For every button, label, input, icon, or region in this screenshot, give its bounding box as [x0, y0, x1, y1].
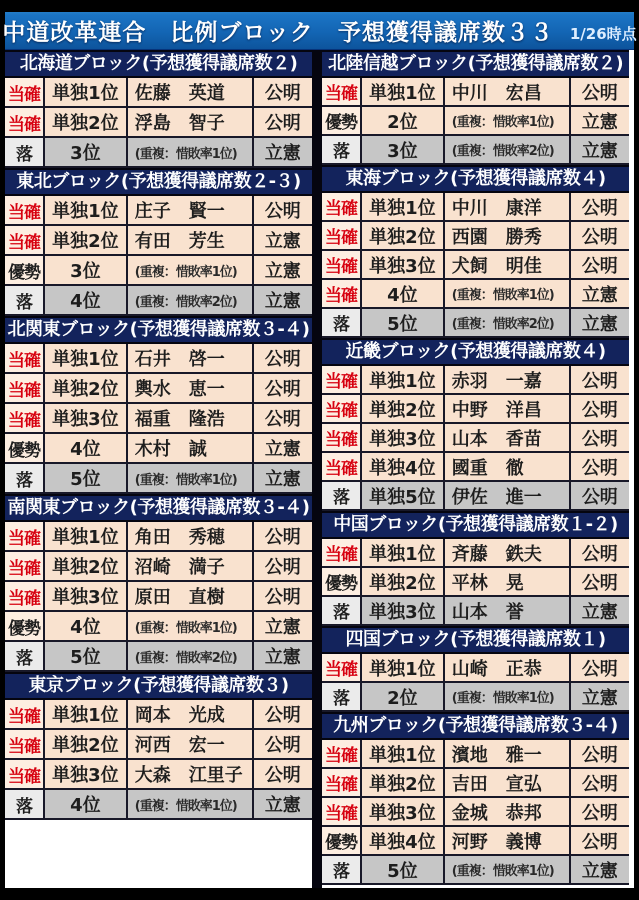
bottom-letterbox: [0, 888, 639, 900]
status-badge: 当確: [322, 251, 362, 278]
list-position: 4位: [45, 434, 128, 462]
list-position: 単独3位: [362, 424, 445, 451]
party-label: 立憲: [571, 136, 629, 163]
candidate-row: [5, 138, 312, 168]
candidate-row: [5, 256, 312, 286]
list-position: 4位: [45, 286, 128, 314]
list-position: 単独2位: [362, 222, 445, 249]
status-badge: 落: [322, 856, 362, 883]
block-title: 四国ブロック(予想獲得議席数１): [322, 626, 629, 654]
candidate-row: [322, 193, 629, 222]
block-rows: [5, 344, 312, 494]
candidate-row: [322, 683, 629, 712]
list-position: 5位: [45, 464, 128, 492]
candidate-row: [322, 568, 629, 597]
list-position: 単独1位: [362, 366, 445, 393]
candidate-name: 中野 洋昌: [445, 395, 571, 422]
candidate-row: [5, 642, 312, 672]
block-title: 北関東ブロック(予想獲得議席数３-４): [5, 316, 312, 344]
block-title: 近畿ブロック(予想獲得議席数４): [322, 338, 629, 366]
candidate-row: [322, 856, 629, 885]
prediction-block: [322, 712, 629, 885]
party-label: 公明: [571, 395, 629, 422]
status-badge: 当確: [322, 539, 362, 566]
candidate-name: 浮島 智子: [128, 108, 254, 136]
candidate-name: (重複：惜敗率2位): [128, 286, 254, 314]
candidate-name: 山本 誉: [445, 597, 571, 624]
candidate-row: [5, 286, 312, 316]
candidate-row: [322, 798, 629, 827]
list-position: 単独1位: [362, 740, 445, 767]
block-rows: [322, 740, 629, 885]
candidate-row: [322, 424, 629, 453]
list-position: 単独1位: [45, 344, 128, 372]
party-label: 公明: [571, 654, 629, 681]
candidate-row: [322, 395, 629, 424]
candidate-name: (重複：惜敗率1位): [445, 683, 571, 710]
list-position: 単独3位: [45, 582, 128, 610]
candidate-name: (重複：惜敗率1位): [445, 280, 571, 307]
party-label: 公明: [254, 582, 312, 610]
list-position: 単独5位: [362, 482, 445, 509]
status-badge: 当確: [322, 798, 362, 825]
candidate-row: [5, 760, 312, 790]
candidate-name: 中川 康洋: [445, 193, 571, 220]
block-title: 北海道ブロック(予想獲得議席数２): [5, 50, 312, 78]
block-title: 九州ブロック(予想獲得議席数３-４): [322, 712, 629, 740]
status-badge: 落: [5, 790, 45, 818]
status-badge: 当確: [322, 453, 362, 480]
candidate-name: (重複：惜敗率1位): [128, 256, 254, 284]
block-rows: [322, 78, 629, 165]
party-label: 立憲: [254, 226, 312, 254]
list-position: 単独2位: [45, 552, 128, 580]
candidate-name: 福重 隆浩: [128, 404, 254, 432]
list-position: 単独3位: [362, 597, 445, 624]
block-rows: [322, 193, 629, 338]
status-badge: 優勢: [322, 568, 362, 595]
block-rows: [5, 700, 312, 820]
candidate-row: [5, 78, 312, 108]
list-position: 単独1位: [362, 539, 445, 566]
status-badge: 落: [322, 482, 362, 509]
party-label: 立憲: [571, 280, 629, 307]
block-title: 東海ブロック(予想獲得議席数４): [322, 165, 629, 193]
list-position: 3位: [362, 136, 445, 163]
candidate-name: 山本 香苗: [445, 424, 571, 451]
prediction-block: [5, 316, 312, 494]
candidate-name: 赤羽 一嘉: [445, 366, 571, 393]
candidate-name: (重複：惜敗率2位): [128, 642, 254, 670]
party-label: 公明: [571, 251, 629, 278]
candidate-name: (重複：惜敗率1位): [128, 612, 254, 640]
list-position: 3位: [45, 138, 128, 166]
status-badge: 当確: [322, 740, 362, 767]
candidate-name: 平林 晃: [445, 568, 571, 595]
party-label: 公明: [571, 424, 629, 451]
party-label: 公明: [571, 798, 629, 825]
status-badge: 当確: [5, 552, 45, 580]
status-badge: 当確: [322, 280, 362, 307]
status-badge: 当確: [322, 654, 362, 681]
candidate-row: [5, 108, 312, 138]
status-badge: 当確: [5, 78, 45, 106]
list-position: 単独2位: [45, 108, 128, 136]
prediction-block: [322, 165, 629, 338]
candidate-name: 有田 芳生: [128, 226, 254, 254]
block-rows: [322, 366, 629, 511]
list-position: 単独4位: [362, 453, 445, 480]
list-position: 5位: [362, 309, 445, 336]
title-bar: [2, 12, 637, 50]
status-badge: 落: [322, 136, 362, 163]
status-badge: 当確: [5, 582, 45, 610]
candidate-row: [322, 280, 629, 309]
candidate-row: [5, 196, 312, 226]
candidate-name: 西園 勝秀: [445, 222, 571, 249]
party-label: 立憲: [254, 464, 312, 492]
top-letterbox: [0, 0, 639, 12]
candidate-name: 吉田 宣弘: [445, 769, 571, 796]
party-label: 立憲: [254, 138, 312, 166]
status-badge: 当確: [5, 226, 45, 254]
party-label: 公明: [254, 344, 312, 372]
list-position: 4位: [45, 790, 128, 818]
candidate-row: [5, 464, 312, 494]
candidate-row: [322, 654, 629, 683]
candidate-name: (重複：惜敗率2位): [445, 309, 571, 336]
candidate-row: [322, 597, 629, 626]
status-badge: 優勢: [322, 827, 362, 854]
list-position: 単独2位: [362, 395, 445, 422]
candidate-row: [5, 434, 312, 464]
candidate-name: 岡本 光成: [128, 700, 254, 728]
status-badge: 優勢: [5, 612, 45, 640]
party-label: 公明: [254, 78, 312, 106]
column-divider: [312, 50, 322, 888]
prediction-block: [5, 50, 312, 168]
party-label: 立憲: [254, 642, 312, 670]
block-rows: [5, 196, 312, 316]
party-label: 立憲: [571, 683, 629, 710]
candidate-name: 中川 宏昌: [445, 78, 571, 105]
candidate-name: 斉藤 鉄夫: [445, 539, 571, 566]
candidate-name: 山崎 正恭: [445, 654, 571, 681]
list-position: 単独3位: [45, 404, 128, 432]
list-position: 2位: [362, 683, 445, 710]
status-badge: 優勢: [5, 256, 45, 284]
candidate-row: [322, 366, 629, 395]
block-title: 東北ブロック(予想獲得議席数２-３): [5, 168, 312, 196]
status-badge: 当確: [322, 395, 362, 422]
status-badge: 当確: [5, 108, 45, 136]
party-label: 公明: [254, 730, 312, 758]
list-position: 4位: [362, 280, 445, 307]
candidate-row: [322, 136, 629, 165]
status-badge: 落: [322, 309, 362, 336]
prediction-block: [322, 626, 629, 712]
candidate-name: 伊佐 進一: [445, 482, 571, 509]
prediction-block: [5, 494, 312, 672]
party-label: 立憲: [571, 107, 629, 134]
list-position: 5位: [362, 856, 445, 883]
candidate-name: 濱地 雅一: [445, 740, 571, 767]
candidate-row: [5, 582, 312, 612]
party-label: 立憲: [254, 286, 312, 314]
block-title: 東京ブロック(予想獲得議席数３): [5, 672, 312, 700]
candidate-row: [322, 107, 629, 136]
block-rows: [5, 522, 312, 672]
status-badge: 当確: [5, 404, 45, 432]
candidate-row: [322, 222, 629, 251]
candidate-name: 河野 義博: [445, 827, 571, 854]
candidate-row: [5, 612, 312, 642]
candidate-name: 佐藤 英道: [128, 78, 254, 106]
candidate-row: [322, 827, 629, 856]
timestamp: 1/26時点: [569, 24, 637, 43]
candidate-row: [5, 404, 312, 434]
status-badge: 当確: [5, 374, 45, 402]
candidate-name: 金城 恭邦: [445, 798, 571, 825]
list-position: 単独2位: [45, 226, 128, 254]
list-position: 単独3位: [362, 251, 445, 278]
list-position: 単独2位: [45, 730, 128, 758]
candidate-row: [5, 344, 312, 374]
status-badge: 落: [322, 597, 362, 624]
candidate-name: 角田 秀穂: [128, 522, 254, 550]
list-position: 単独3位: [362, 798, 445, 825]
status-badge: 当確: [322, 193, 362, 220]
block-rows: [5, 78, 312, 168]
party-label: 立憲: [571, 856, 629, 883]
party-label: 公明: [571, 769, 629, 796]
candidate-row: [322, 539, 629, 568]
list-position: 単独2位: [362, 769, 445, 796]
list-position: 単独2位: [45, 374, 128, 402]
block-title: 北陸信越ブロック(予想獲得議席数２): [322, 50, 629, 78]
candidate-name: 沼崎 満子: [128, 552, 254, 580]
party-label: 公明: [571, 568, 629, 595]
party-label: 公明: [254, 108, 312, 136]
status-badge: 当確: [322, 366, 362, 393]
candidate-name: 原田 直樹: [128, 582, 254, 610]
column-left: [5, 50, 312, 888]
prediction-block: [5, 672, 312, 820]
list-position: 単独1位: [45, 78, 128, 106]
status-badge: 当確: [322, 769, 362, 796]
candidate-name: (重複：惜敗率1位): [128, 790, 254, 818]
status-badge: 当確: [5, 700, 45, 728]
list-position: 3位: [45, 256, 128, 284]
status-badge: 当確: [322, 424, 362, 451]
candidate-row: [322, 78, 629, 107]
list-position: 単独1位: [362, 654, 445, 681]
party-label: 公明: [571, 193, 629, 220]
status-badge: 当確: [322, 78, 362, 105]
candidate-row: [5, 374, 312, 404]
party-label: 公明: [254, 374, 312, 402]
status-badge: 優勢: [322, 107, 362, 134]
list-position: 2位: [362, 107, 445, 134]
party-label: 公明: [571, 366, 629, 393]
status-badge: 当確: [5, 760, 45, 788]
party-label: 公明: [571, 539, 629, 566]
candidate-name: (重複：惜敗率1位): [128, 464, 254, 492]
candidate-row: [5, 790, 312, 820]
status-badge: 落: [322, 683, 362, 710]
candidate-row: [322, 482, 629, 511]
candidate-row: [322, 251, 629, 280]
party-label: 立憲: [254, 256, 312, 284]
status-badge: 当確: [5, 522, 45, 550]
candidate-name: (重複：惜敗率1位): [445, 107, 571, 134]
candidate-name: 石井 啓一: [128, 344, 254, 372]
candidate-row: [5, 552, 312, 582]
party-label: 公明: [254, 522, 312, 550]
party-label: 立憲: [571, 597, 629, 624]
status-badge: 落: [5, 642, 45, 670]
status-badge: 落: [5, 286, 45, 314]
page-title: 中道改革連合 比例ブロック 予想獲得議席数３３: [2, 20, 554, 46]
party-label: 公明: [571, 740, 629, 767]
block-rows: [322, 654, 629, 712]
candidate-row: [5, 730, 312, 760]
party-label: 公明: [254, 552, 312, 580]
block-rows: [322, 539, 629, 626]
candidate-row: [322, 453, 629, 482]
list-position: 単独1位: [45, 196, 128, 224]
candidate-name: 輿水 恵一: [128, 374, 254, 402]
prediction-block: [322, 338, 629, 511]
status-badge: 落: [5, 138, 45, 166]
list-position: 単独1位: [362, 78, 445, 105]
status-badge: 優勢: [5, 434, 45, 462]
party-label: 公明: [254, 760, 312, 788]
party-label: 公明: [254, 404, 312, 432]
list-position: 単独2位: [362, 568, 445, 595]
party-label: 立憲: [254, 790, 312, 818]
status-badge: 落: [5, 464, 45, 492]
candidate-name: (重複：惜敗率1位): [128, 138, 254, 166]
status-badge: 当確: [5, 730, 45, 758]
candidate-row: [5, 700, 312, 730]
candidate-row: [322, 309, 629, 338]
status-badge: 当確: [322, 222, 362, 249]
status-badge: 当確: [5, 196, 45, 224]
candidate-name: 河西 宏一: [128, 730, 254, 758]
party-label: 公明: [254, 196, 312, 224]
candidate-name: (重複：惜敗率1位): [445, 856, 571, 883]
list-position: 4位: [45, 612, 128, 640]
candidate-row: [322, 769, 629, 798]
list-position: 単独1位: [45, 522, 128, 550]
list-position: 単独3位: [45, 760, 128, 788]
list-position: 単独1位: [45, 700, 128, 728]
block-title: 南関東ブロック(予想獲得議席数３-４): [5, 494, 312, 522]
list-position: 単独1位: [362, 193, 445, 220]
candidate-name: 庄子 賢一: [128, 196, 254, 224]
prediction-block: [322, 511, 629, 626]
block-title: 中国ブロック(予想獲得議席数１-２): [322, 511, 629, 539]
candidate-row: [5, 522, 312, 552]
candidate-name: 犬飼 明佳: [445, 251, 571, 278]
results-board: [5, 50, 634, 888]
candidate-name: (重複：惜敗率2位): [445, 136, 571, 163]
candidate-row: [5, 226, 312, 256]
party-label: 公明: [571, 222, 629, 249]
candidate-name: 國重 徹: [445, 453, 571, 480]
party-label: 公明: [571, 482, 629, 509]
party-label: 公明: [254, 700, 312, 728]
prediction-block: [322, 50, 629, 165]
list-position: 単独4位: [362, 827, 445, 854]
party-label: 公明: [571, 453, 629, 480]
party-label: 立憲: [254, 434, 312, 462]
party-label: 立憲: [571, 309, 629, 336]
party-label: 公明: [571, 827, 629, 854]
candidate-row: [322, 740, 629, 769]
party-label: 立憲: [254, 612, 312, 640]
prediction-block: [5, 168, 312, 316]
list-position: 5位: [45, 642, 128, 670]
status-badge: 当確: [5, 344, 45, 372]
candidate-name: 大森 江里子: [128, 760, 254, 788]
party-label: 公明: [571, 78, 629, 105]
candidate-name: 木村 誠: [128, 434, 254, 462]
column-right: [322, 50, 629, 888]
